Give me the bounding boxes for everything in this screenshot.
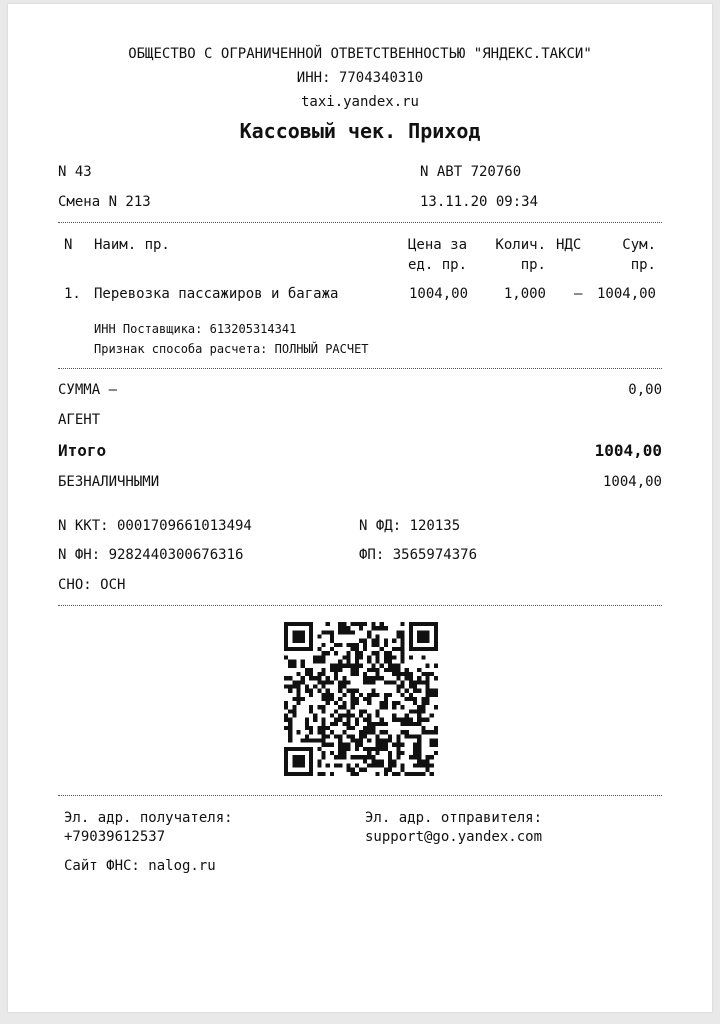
recipient-value: +79039612537: [64, 829, 166, 845]
total-label: Итого: [58, 441, 107, 460]
company-site: taxi.yandex.ru: [300, 94, 419, 110]
cashless-label: БЕЗНАЛИЧНЫМИ: [58, 474, 160, 490]
divider: [58, 368, 662, 369]
recipient-label: Эл. адр. получателя:: [64, 810, 233, 826]
col-sum-header-1: Сум.: [622, 237, 656, 253]
company-inn: ИНН: 7704340310: [296, 70, 424, 86]
receipt-datetime: 13.11.20 09:34: [420, 194, 539, 210]
agent-label: АГЕНТ: [58, 412, 101, 428]
row-supplier-inn: ИНН Поставщика: 613205314341: [94, 322, 297, 336]
divider: [58, 605, 662, 606]
company-name: ОБЩЕСТВО С ОГРАНИЧЕННОЙ ОТВЕТСТВЕННОСТЬЮ "ЯНДЕКС.ТАКСИ": [128, 46, 592, 62]
row-qty: 1,000: [503, 286, 546, 302]
col-qty-header-1: Колич.: [495, 237, 546, 253]
avt-number: N АВТ 720760: [420, 164, 522, 180]
row-vat: –: [574, 286, 583, 302]
kkt-number: N ККТ: 0001709661013494: [58, 518, 252, 534]
sum-label: СУММА –: [58, 382, 118, 398]
row-price: 1004,00: [409, 286, 469, 302]
col-n-header: N: [64, 237, 73, 253]
row-number: 1.: [64, 286, 81, 302]
col-price-header-2: ед. пр.: [408, 257, 468, 273]
receipt-page: [8, 4, 712, 1012]
sender-label: Эл. адр. отправителя:: [365, 810, 543, 826]
fp-number: ФП: 3565974376: [359, 547, 478, 563]
row-sum: 1004,00: [596, 286, 656, 302]
fd-number: N ФД: 120135: [359, 518, 461, 534]
col-name-header: Наим. пр.: [94, 237, 170, 253]
qr-code-icon: [284, 622, 438, 776]
receipt-title: Кассовый чек. Приход: [239, 119, 481, 143]
fn-number: N ФН: 9282440300676316: [58, 547, 244, 563]
receipt-number: N 43: [58, 164, 92, 180]
col-price-header-1: Цена за: [408, 237, 468, 253]
fns-site: Сайт ФНС: nalog.ru: [64, 858, 216, 874]
col-sum-header-2: пр.: [630, 257, 656, 273]
col-vat-header: НДС: [556, 237, 582, 253]
shift-number: Смена N 213: [58, 194, 151, 210]
tax-system: СНО: ОСН: [58, 577, 126, 593]
cashless-value: 1004,00: [602, 474, 662, 490]
sum-value: 0,00: [628, 382, 662, 398]
sender-value: support@go.yandex.com: [365, 829, 543, 845]
divider: [58, 795, 662, 796]
col-qty-header-2: пр.: [520, 257, 546, 273]
row-name: Перевозка пассажиров и багажа: [94, 286, 339, 302]
row-payment-method: Признак способа расчета: ПОЛНЫЙ РАСЧЕТ: [94, 342, 369, 356]
total-value: 1004,00: [594, 441, 662, 460]
divider: [58, 222, 662, 223]
